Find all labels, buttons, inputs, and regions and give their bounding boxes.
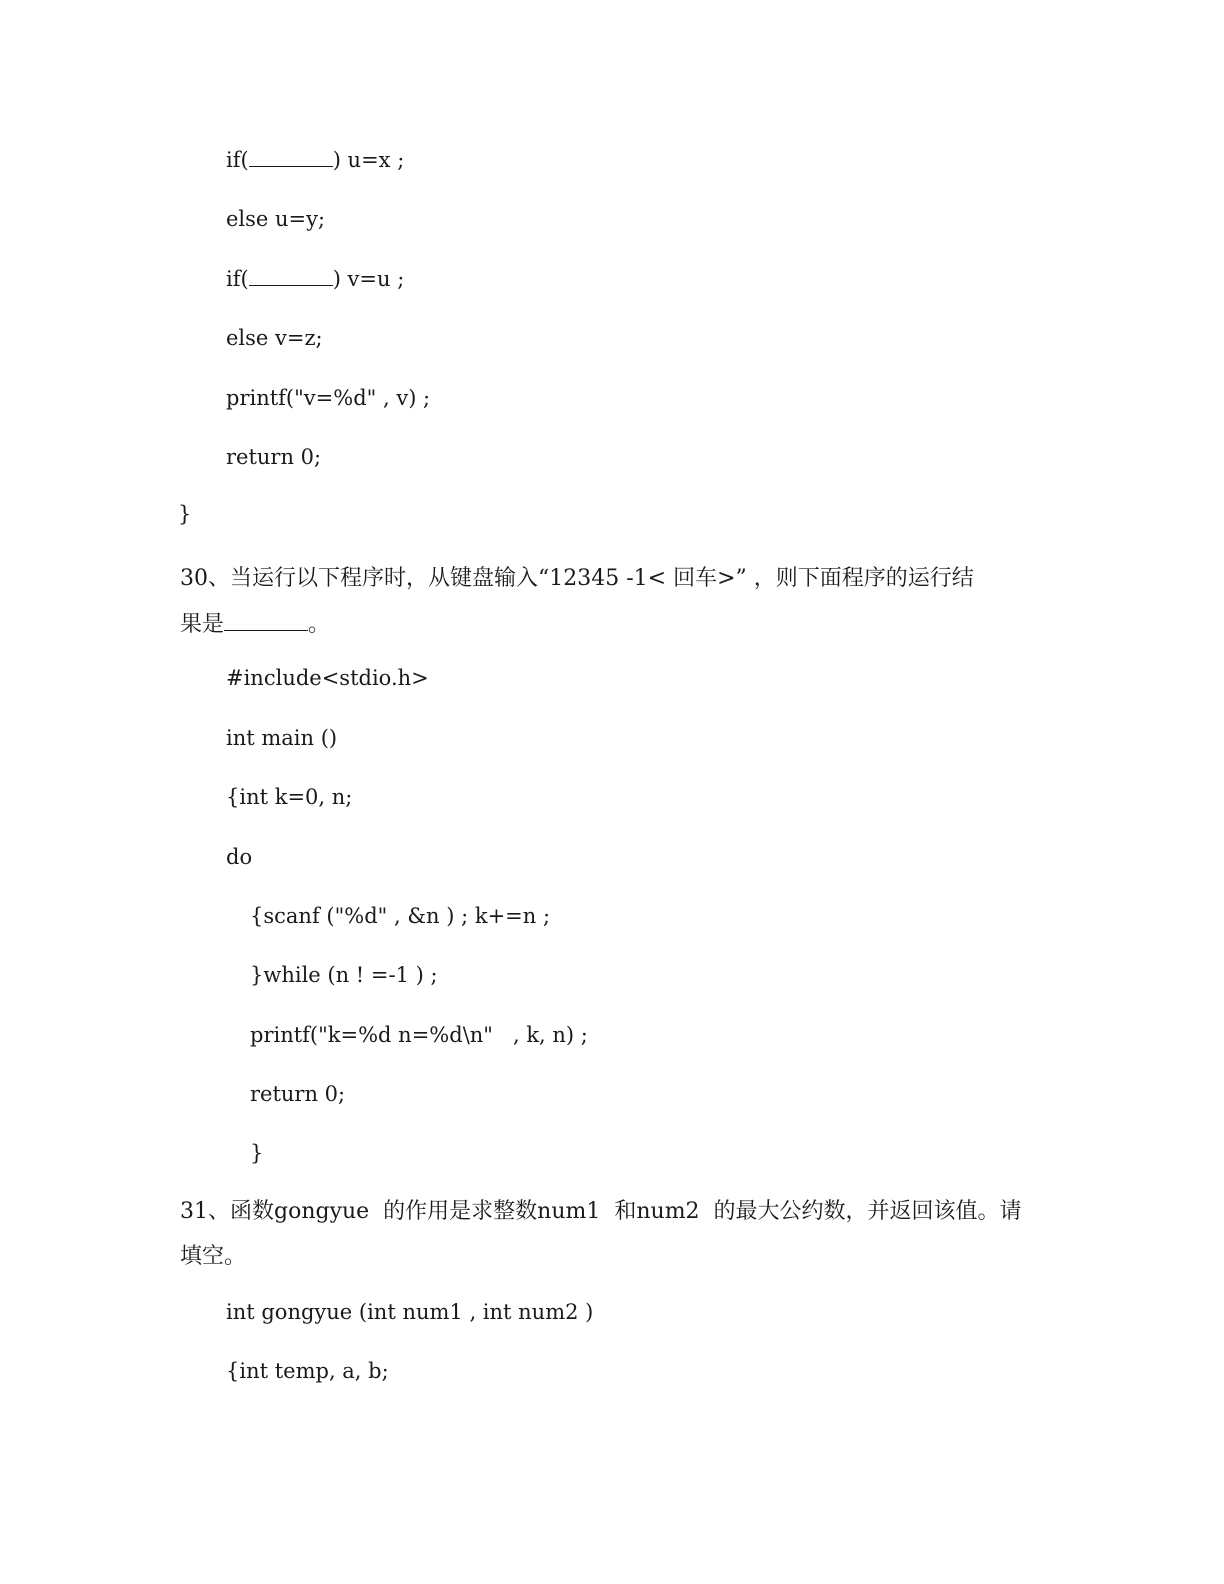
code-line-else-u: else u=y; (226, 207, 326, 231)
code-line-close-brace-2: } (250, 1141, 264, 1165)
question-31-text-line2: 填空。 (180, 1244, 247, 1269)
code-text: if( (226, 267, 249, 291)
code-line-scanf: {scanf ("%d" , &n ) ; k+=n ; (250, 904, 551, 928)
code-line-decl: {int k=0, n; (226, 785, 353, 809)
code-line-printf-kn: printf("k=%d n=%d\n" , k, n) ; (250, 1023, 588, 1047)
code-line-close-brace: } (178, 502, 192, 526)
code-line-main: int main () (226, 726, 338, 750)
code-line-do: do (226, 845, 253, 869)
code-line-gongyue-signature: int gongyue (int num1 , int num2 ) (226, 1300, 594, 1324)
question-31-text-line1: 31、函数gongyue 的作用是求整数num1 和num2 的最大公约数，并返回该值。请 (180, 1199, 1022, 1224)
code-line-printf: printf("v=%d" , v) ; (226, 386, 431, 410)
fill-in-blank (249, 146, 333, 167)
question-30-text-line1: 30、当运行以下程序时，从键盘输入“12345 -1< 回车>” ，则下面程序的运行结 (180, 566, 974, 591)
code-line-gongyue-decl: {int temp, a, b; (226, 1359, 389, 1383)
fill-in-blank (249, 265, 333, 286)
code-line-return-2: return 0; (250, 1082, 346, 1106)
code-text: if( (226, 148, 249, 172)
code-line-else-v: else v=z; (226, 326, 323, 350)
question-text: 果是 (180, 612, 225, 637)
code-line-if-v (226, 265, 404, 293)
code-line-include: #include<stdio.h> (226, 666, 429, 690)
code-text: ) u=x ; (332, 148, 405, 172)
code-text: ) v=u ; (332, 267, 405, 291)
question-text: 。 (308, 612, 331, 637)
code-line-return: return 0; (226, 445, 322, 469)
code-line-while: }while (n ! =-1 ) ; (250, 963, 438, 987)
question-30-text-line2 (180, 610, 330, 639)
answer-blank (224, 610, 308, 631)
code-line-if-u (226, 146, 404, 174)
